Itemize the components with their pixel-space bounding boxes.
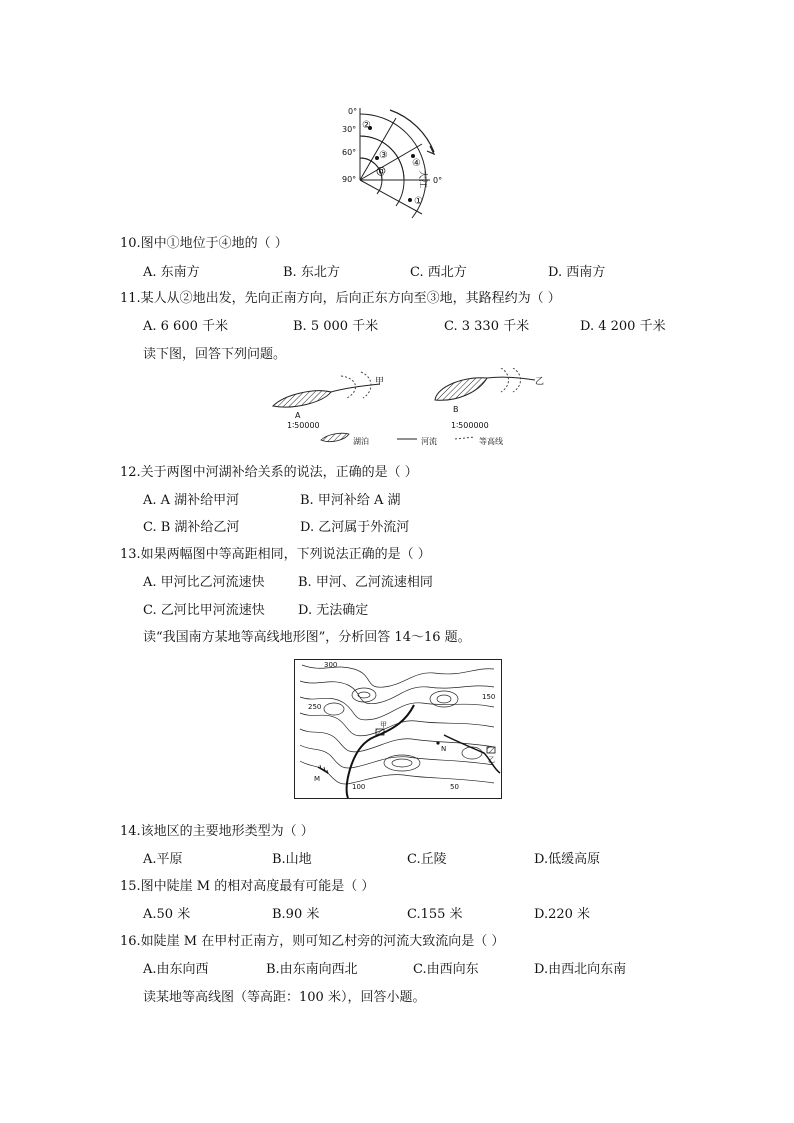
q11-stem: 11.某人从②地出发，先向正南方向，后向正东方向至③地，其路程约为（ ） <box>120 291 561 306</box>
scale-a: 1∶50000 <box>287 421 320 430</box>
point-2: ② <box>362 120 371 131</box>
lake-river-figure <box>265 368 555 450</box>
q10-option-b[interactable]: B. 东北方 <box>283 265 340 280</box>
point-1: ① <box>414 196 423 207</box>
q12-option-b[interactable]: B. 甲河补给 A 湖 <box>300 493 401 508</box>
point-3: ③ <box>379 150 388 161</box>
q14-option-d[interactable]: D.低缓高原 <box>534 852 601 867</box>
q15-option-b[interactable]: B.90 米 <box>272 907 320 922</box>
q13-option-a[interactable]: A. 甲河比乙河流速快 <box>143 575 265 590</box>
lat-label-30: 30° <box>342 125 357 134</box>
contour-label-100: 100 <box>352 783 366 791</box>
village-jia-marker <box>376 729 384 735</box>
contour-label-50: 50 <box>450 783 459 791</box>
contour-label-250: 250 <box>308 703 322 711</box>
point-n-label: N <box>441 745 447 753</box>
q16-option-d[interactable]: D.由西北向东南 <box>534 962 627 977</box>
lat-label-60: 60° <box>342 148 357 157</box>
contour-label-300: 300 <box>324 661 338 669</box>
q12-option-d[interactable]: D. 乙河属于外流河 <box>300 520 410 535</box>
polar-grid-figure <box>330 100 460 220</box>
q11-option-b[interactable]: B. 5 000 千米 <box>293 319 379 334</box>
contour-label-150: 150 <box>482 693 496 701</box>
contour-map-figure <box>294 659 502 799</box>
village-yi-marker <box>487 747 495 753</box>
legend-lake-label: 湖泊 <box>353 437 369 446</box>
q13-option-d[interactable]: D. 无法确定 <box>298 603 369 618</box>
q16-stem: 16.如陡崖 M 在甲村正南方，则可知乙村旁的河流大致流向是（ ） <box>120 934 505 949</box>
intro-text-1: 读下图，回答下列问题。 <box>143 347 287 362</box>
legend-river-label: 河流 <box>421 437 437 446</box>
q10-stem: 10.图中①地位于④地的（ ） <box>120 236 288 251</box>
label-yi: 乙 <box>535 377 545 387</box>
intro-text-2: 读“我国南方某地等高线地形图”，分析回答 14～16 题。 <box>143 630 471 645</box>
q14-option-b[interactable]: B.山地 <box>272 852 312 867</box>
lon-label-0: 0° <box>433 176 443 185</box>
q11-option-a[interactable]: A. 6 600 千米 <box>143 319 229 334</box>
legend-lake-icon <box>321 433 349 441</box>
village-yi-label: 乙 <box>488 756 495 764</box>
q16-option-b[interactable]: B.由东南向西北 <box>266 962 358 977</box>
q12-stem: 12.关于两图中河湖补给关系的说法，正确的是（ ） <box>120 465 418 480</box>
center-mark: @ <box>376 166 386 177</box>
q13-option-b[interactable]: B. 甲河、乙河流速相同 <box>298 575 433 590</box>
q13-option-c[interactable]: C. 乙河比甲河流速快 <box>143 603 265 618</box>
intro-text-3: 读某地等高线图（等高距：100 米），回答小题。 <box>143 990 426 1005</box>
q15-option-d[interactable]: D.220 米 <box>534 907 591 922</box>
q11-option-d[interactable]: D. 4 200 千米 <box>580 319 666 334</box>
q10-option-a[interactable]: A. 东南方 <box>143 265 200 280</box>
vertical-text: 大江 <box>417 170 427 189</box>
q11-option-c[interactable]: C. 3 330 千米 <box>444 319 530 334</box>
cliff-m-label: M <box>314 775 321 783</box>
legend-contour-icon <box>455 437 475 439</box>
q13-stem: 13.如果两幅图中等高距相同，下列说法正确的是（ ） <box>120 547 431 562</box>
q16-option-c[interactable]: C.由西向东 <box>413 962 479 977</box>
q15-option-a[interactable]: A.50 米 <box>143 907 191 922</box>
q12-option-c[interactable]: C. B 湖补给乙河 <box>143 520 240 535</box>
label-a: A <box>295 411 301 420</box>
label-jia: 甲 <box>375 377 385 387</box>
lat-label-0: 0° <box>348 107 358 116</box>
q15-option-c[interactable]: C.155 米 <box>407 907 463 922</box>
q10-option-d[interactable]: D. 西南方 <box>548 265 606 280</box>
q14-option-c[interactable]: C.丘陵 <box>407 852 447 867</box>
village-jia-label: 甲 <box>380 721 387 729</box>
scale-b: 1∶500000 <box>451 421 489 430</box>
q14-stem: 14.该地区的主要地形类型为（ ） <box>120 824 314 839</box>
legend-contour-label: 等高线 <box>479 437 503 446</box>
river-yi <box>487 377 535 380</box>
lake-b <box>435 378 487 401</box>
q12-option-a[interactable]: A. A 湖补给甲河 <box>143 493 240 508</box>
q10-option-c[interactable]: C. 西北方 <box>410 265 467 280</box>
lake-a <box>273 391 331 407</box>
q14-option-a[interactable]: A.平原 <box>143 852 183 867</box>
q16-option-a[interactable]: A.由东向西 <box>143 962 209 977</box>
q15-stem: 15.图中陡崖 M 的相对高度最有可能是（ ） <box>120 879 375 894</box>
point-n-marker <box>436 741 439 744</box>
lat-label-90: 90° <box>342 175 357 184</box>
point-4: ④ <box>412 158 421 169</box>
label-b: B <box>453 405 459 414</box>
